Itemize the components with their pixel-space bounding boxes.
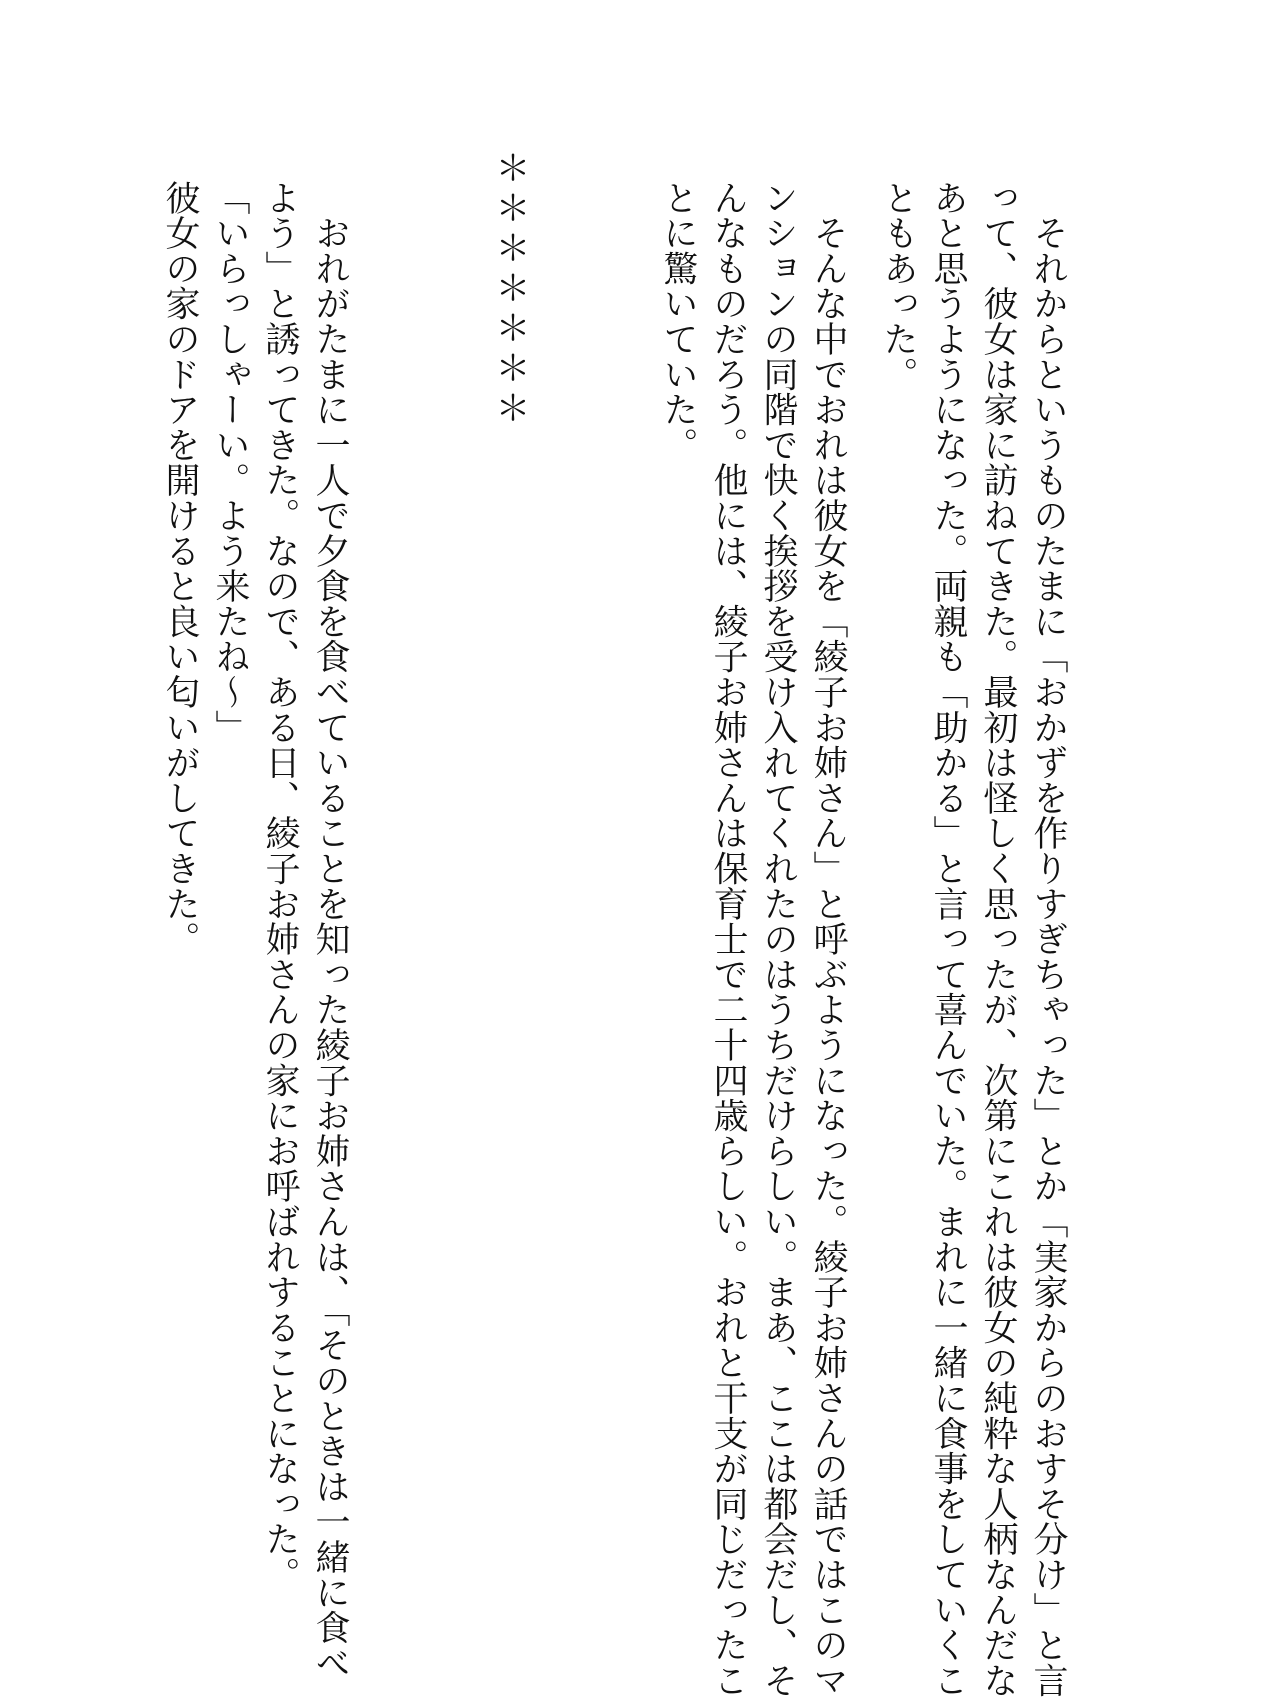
text-column-13: 彼女の家のドアを開けると良い匂いがしてきた。 (160, 180, 200, 957)
text-column-3: あと思うようになった。両親も「助かる」と言って喜んでいた。まれに一緒に食事をしていくこ (928, 180, 968, 1698)
text-column-2: って、彼女は家に訪ねてきた。最初は怪しく思ったが、次第にこれは彼女の純粋な人柄なんだな (978, 180, 1018, 1698)
text-column-7: んなものだろう。他には、綾子お姉さんは保育士で二十四歳らしい。おれと干支が同じだったこ (708, 180, 748, 1698)
scene-separator: ＊＊＊＊＊＊＊ (490, 150, 530, 430)
text-column-5: そんな中でおれは彼女を「綾子お姉さん」と呼ぶようになった。綾子お姉さんの話ではこのマ (808, 180, 848, 1698)
text-column-10: おれがたまに一人で夕食を食べていることを知った綾子お姉さんは、「そのときは一緒に食べ (310, 180, 350, 1681)
text-column-8: とに驚いていた。 (658, 180, 698, 463)
text-column-6: ンションの同階で快く挨拶を受け入れてくれたのはうちだけらしい。まあ、ここは都会だし、そ (758, 180, 798, 1698)
text-column-12: 「いらっしゃーい。よう来たね～」 (210, 180, 250, 745)
text-column-11: よう」と誘ってきた。なので、ある日、綾子お姉さんの家にお呼ばれすることになった。 (260, 180, 300, 1592)
text-column-1: それからというものたまに「おかずを作りすぎちゃった」とか「実家からのおすそ分け」と言 (1028, 180, 1068, 1698)
text-column-4: ともあった。 (878, 180, 918, 392)
